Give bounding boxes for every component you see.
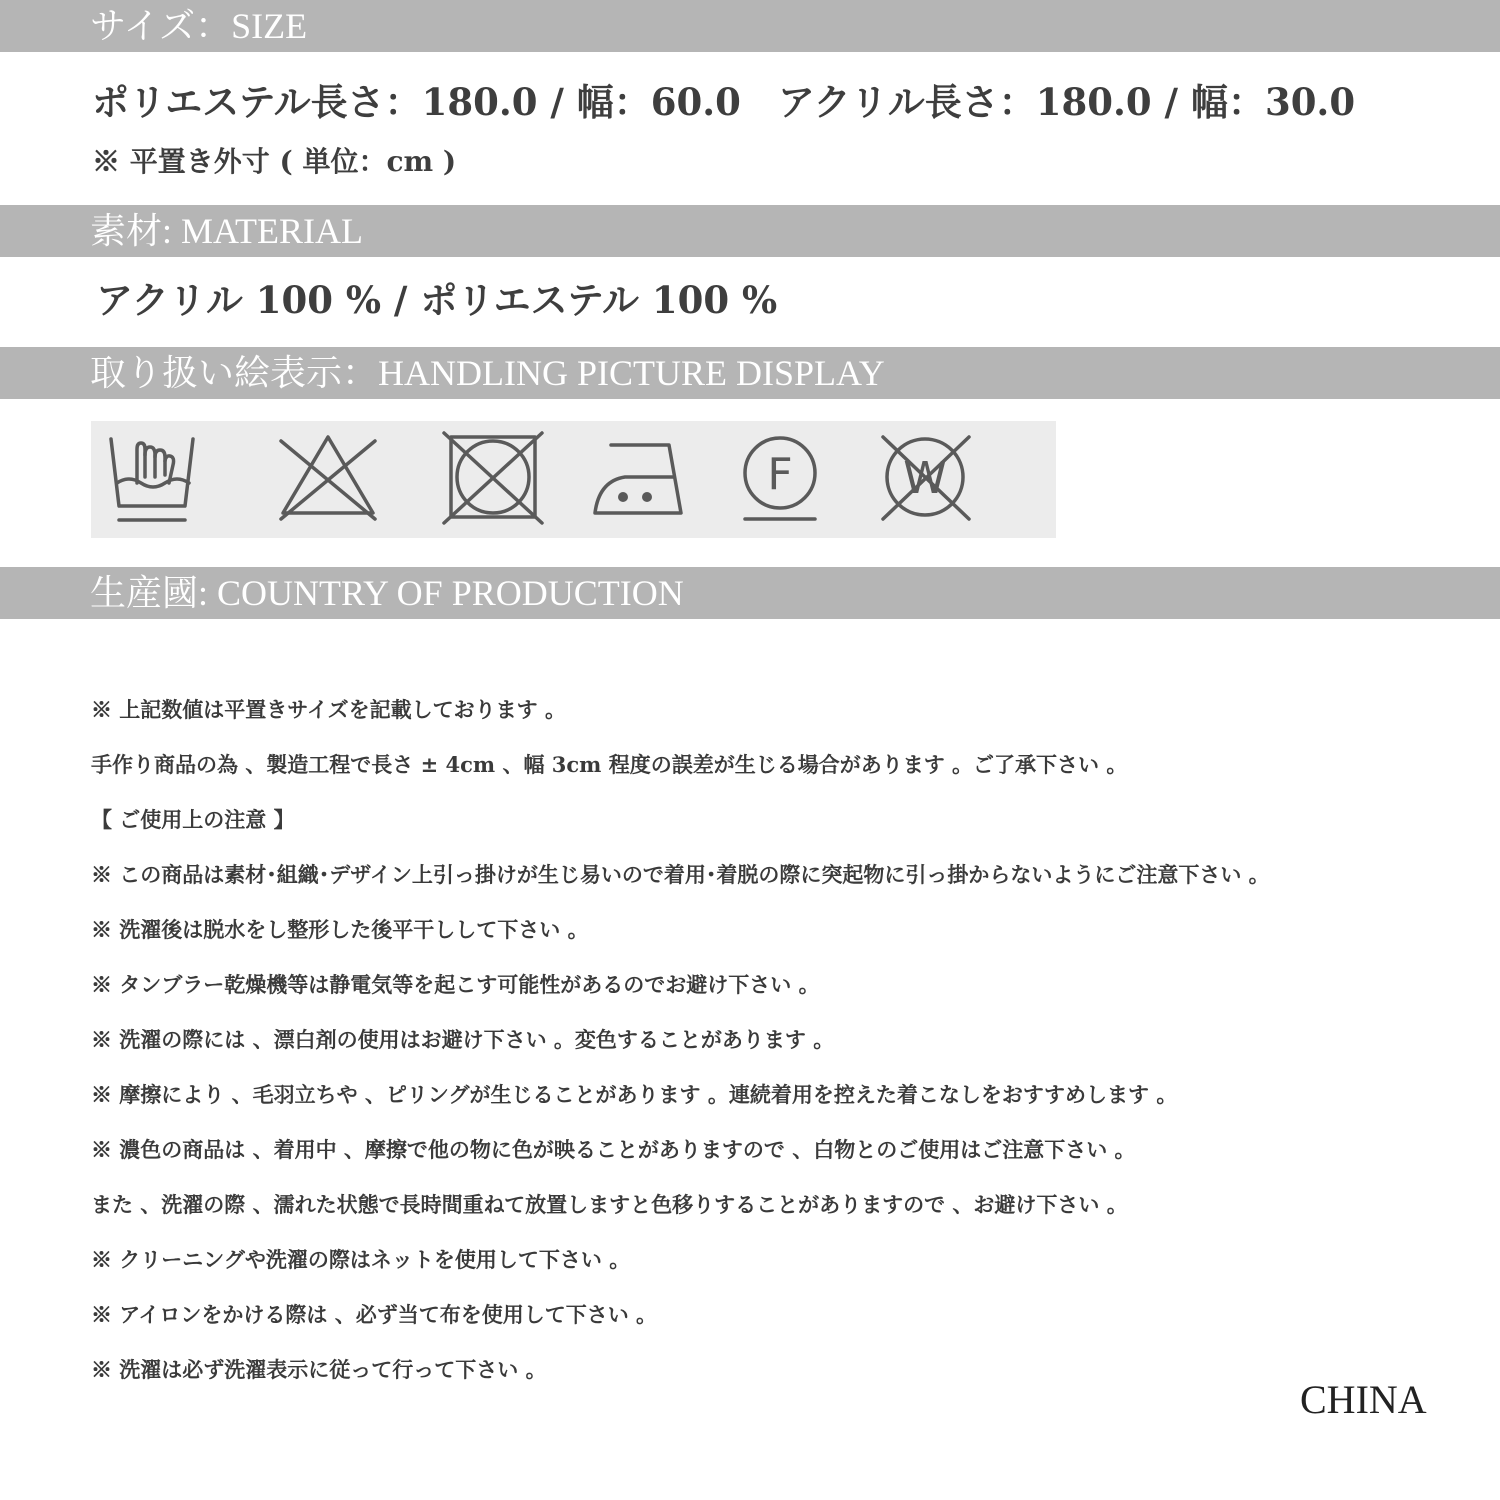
size-dimensions: ポリエステル長さ：180.0 / 幅：60.0 アクリル長さ：180.0 / 幅：30.0 [92, 80, 1356, 124]
note-line: ※ クリーニングや洗濯の際はネットを使用して下さい 。 [91, 1247, 631, 1272]
note-line: ※ この商品は素材･組織･デザイン上引っ掛けが生じ易いので着用･着脱の際に突起物に引っ掛からないようにご注意下さい 。 [91, 862, 1270, 887]
hand-wash-icon [103, 421, 203, 538]
country-section-title: 生産國: COUNTRY OF PRODUCTION [90, 573, 684, 613]
note-line: ※ 上記数値は平置きサイズを記載しております 。 [91, 697, 566, 722]
note-line: ※ 洗濯後は脱水をし整形した後平干しして下さい 。 [91, 917, 589, 942]
material-composition: アクリル 100 % / ポリエステル 100 % [96, 278, 778, 322]
note-line: ※ 洗濯の際には 、漂白剤の使用はお避け下さい 。変色することがあります 。 [91, 1027, 835, 1052]
handling-section-header [0, 347, 1500, 399]
country-section-header [0, 567, 1500, 619]
size-unit-note: ※ 平置き外寸 ( 単位：cm ) [92, 145, 457, 178]
country-of-production: CHINA [1300, 1377, 1427, 1422]
note-line: 手作り商品の為 、製造工程で長さ ± 4cm 、幅 3cm 程度の誤差が生じる場合があります 。ご了承下さい 。 [91, 752, 1128, 777]
care-symbols-panel [91, 421, 1056, 538]
note-line: ※ タンブラー乾燥機等は静電気等を起こす可能性があるのでお避け下さい 。 [91, 972, 820, 997]
size-section-title: サイズ：SIZE [90, 6, 308, 46]
iron-medium-heat-icon [585, 421, 695, 538]
material-section-header [0, 205, 1500, 257]
handling-section-title: 取り扱い絵表示：HANDLING PICTURE DISPLAY [90, 353, 885, 393]
do-not-bleach-icon [273, 421, 383, 538]
svg-text:F: F [767, 449, 793, 500]
usage-notes [91, 688, 1431, 1403]
note-line: ※ 摩擦により 、毛羽立ちや 、ピリングが生じることがあります 。連続着用を控えた着こなしをおすすめします 。 [91, 1082, 1178, 1107]
note-line: 【 ご使用上の注意 】 [91, 807, 295, 832]
dry-clean-f-icon [737, 421, 827, 538]
do-not-tumble-dry-icon [438, 421, 548, 538]
note-line: ※ 濃色の商品は 、着用中 、摩擦で他の物に色が映ることがありますので 、白物とのご使用はご注意下さい 。 [91, 1137, 1136, 1162]
note-line: ※ 洗濯は必ず洗濯表示に従って行って下さい 。 [91, 1357, 547, 1382]
note-line: また 、洗濯の際 、濡れた状態で長時間重ねて放置しますと色移りすることがありますので 、お避け下さい 。 [91, 1192, 1128, 1217]
material-section-title: 素材: MATERIAL [90, 211, 363, 251]
size-section-header [0, 0, 1500, 52]
svg-text:W: W [903, 453, 947, 504]
do-not-wet-clean-icon [875, 421, 975, 538]
note-line: ※ アイロンをかける際は 、必ず当て布を使用して下さい 。 [91, 1302, 658, 1327]
